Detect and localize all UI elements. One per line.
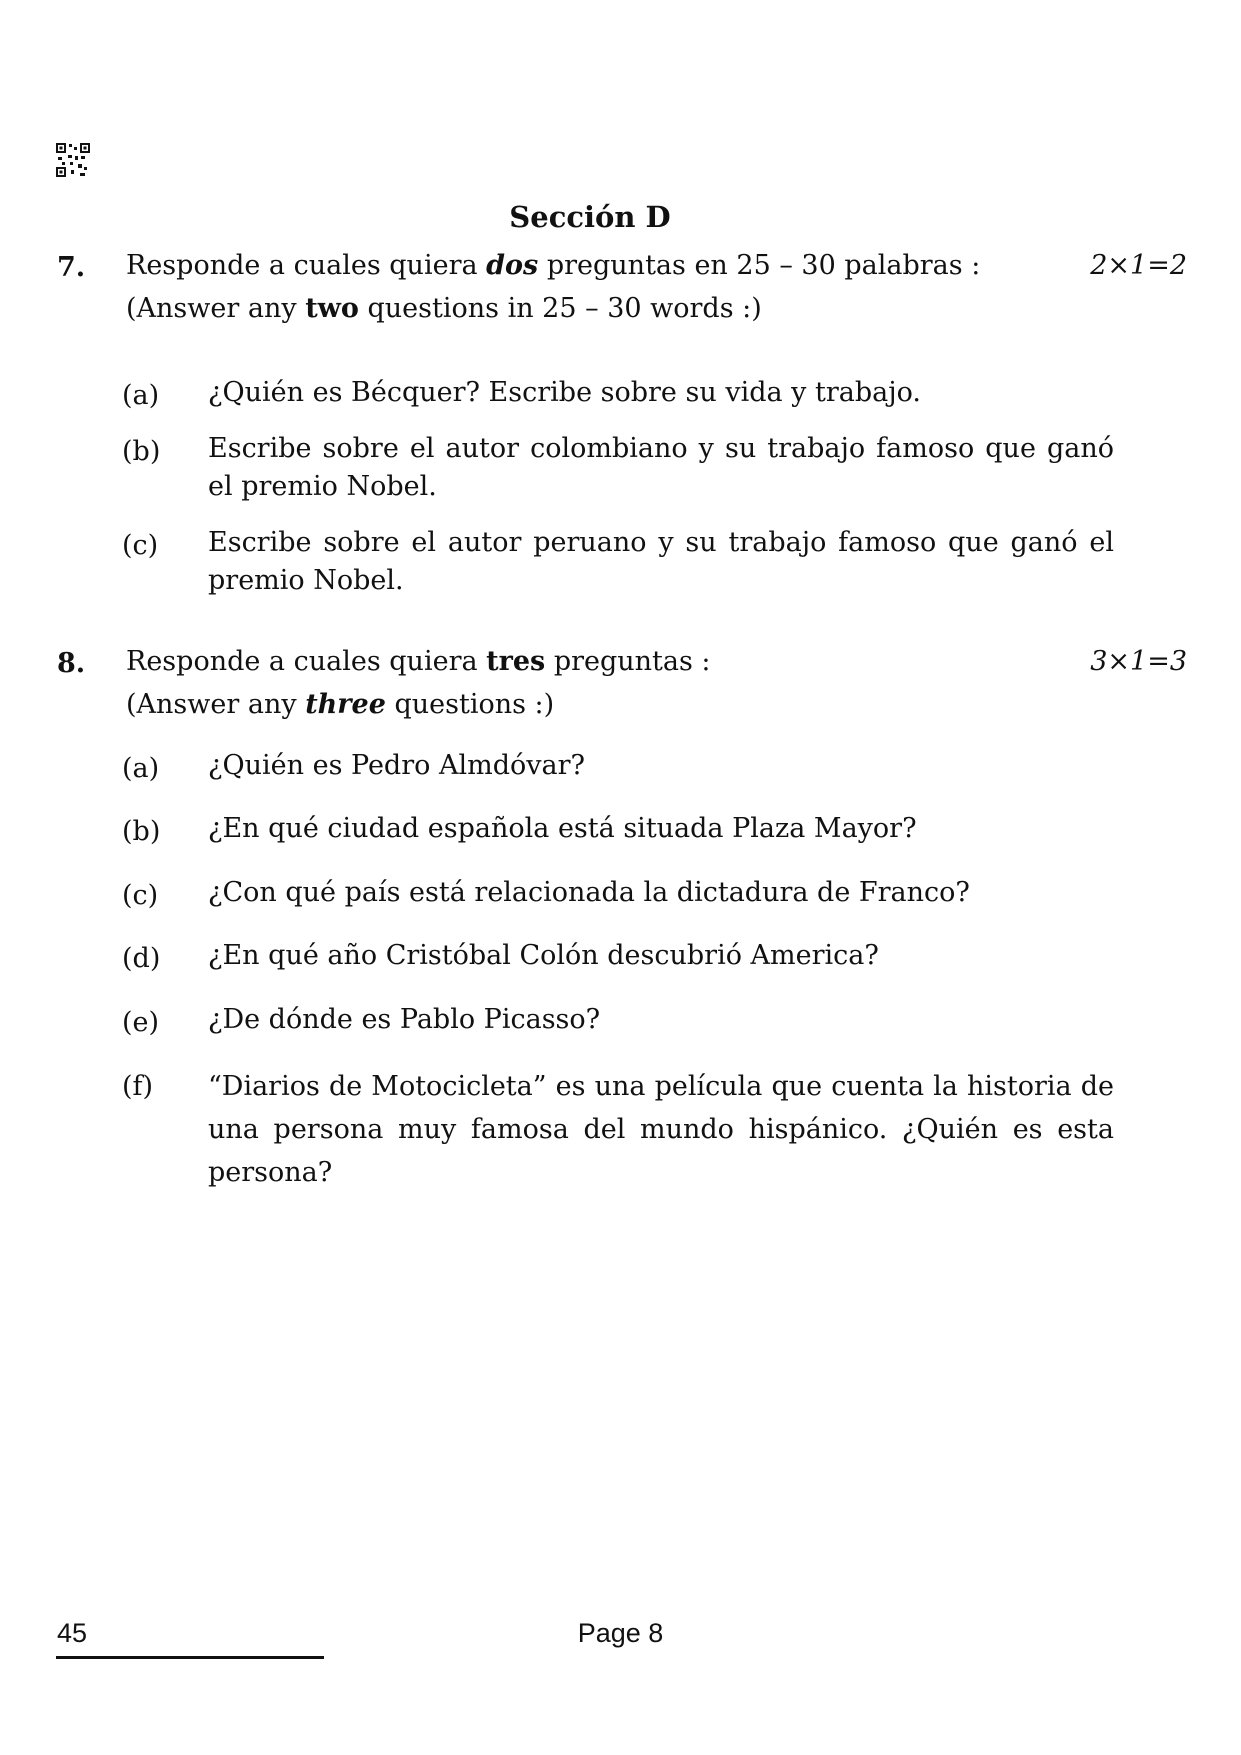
option-label: (c) [122, 880, 159, 911]
option-label: (f) [122, 1071, 154, 1102]
qr-code-icon [56, 143, 90, 177]
option-label: (a) [122, 380, 160, 411]
question-7-instruction-english: (Answer any two questions in 25 – 30 words :) [126, 293, 762, 324]
option-text: ¿Con qué país está relacionada la dictadura de Franco? [208, 877, 970, 908]
section-title: Sección D [509, 200, 671, 234]
option-text: “Diarios de Motocicleta” es una película que cuenta la historia de una persona muy famosa del mundo hispánico. ¿Quién es esta persona? [208, 1071, 1114, 1188]
option-label: (a) [122, 753, 160, 784]
question-7-instruction: Responde a cuales quiera dos preguntas en 25 – 30 palabras : [126, 250, 981, 281]
question-8-instruction: Responde a cuales quiera tres preguntas : [126, 646, 711, 677]
question-8-instruction-english: (Answer any three questions :) [126, 689, 555, 720]
option-label: (c) [122, 530, 159, 561]
question-7-number: 7. [57, 252, 86, 283]
question-8-marks: 3×1=3 [1090, 646, 1187, 677]
footer-rule [56, 1656, 324, 1659]
option-text: ¿En qué ciudad española está situada Plaza Mayor? [208, 813, 917, 844]
paper-code: 45 [57, 1618, 88, 1648]
question-7-marks: 2×1=2 [1090, 250, 1187, 281]
option-text: Escribe sobre el autor colombiano y su trabajo famoso que ganó el premio Nobel. [208, 433, 1114, 502]
page-number: Page 8 [577, 1618, 664, 1648]
option-text: ¿Quién es Bécquer? Escribe sobre su vida y trabajo. [208, 377, 921, 408]
question-8-number: 8. [57, 648, 86, 679]
option-label: (b) [122, 436, 161, 467]
option-text: Escribe sobre el autor peruano y su trabajo famoso que ganó el premio Nobel. [208, 527, 1114, 596]
option-text: ¿En qué año Cristóbal Colón descubrió America? [208, 940, 879, 971]
option-text: ¿Quién es Pedro Almdóvar? [208, 750, 585, 781]
option-label: (e) [122, 1007, 160, 1038]
option-label: (b) [122, 816, 161, 847]
option-label: (d) [122, 943, 161, 974]
option-text: ¿De dónde es Pablo Picasso? [208, 1004, 601, 1035]
